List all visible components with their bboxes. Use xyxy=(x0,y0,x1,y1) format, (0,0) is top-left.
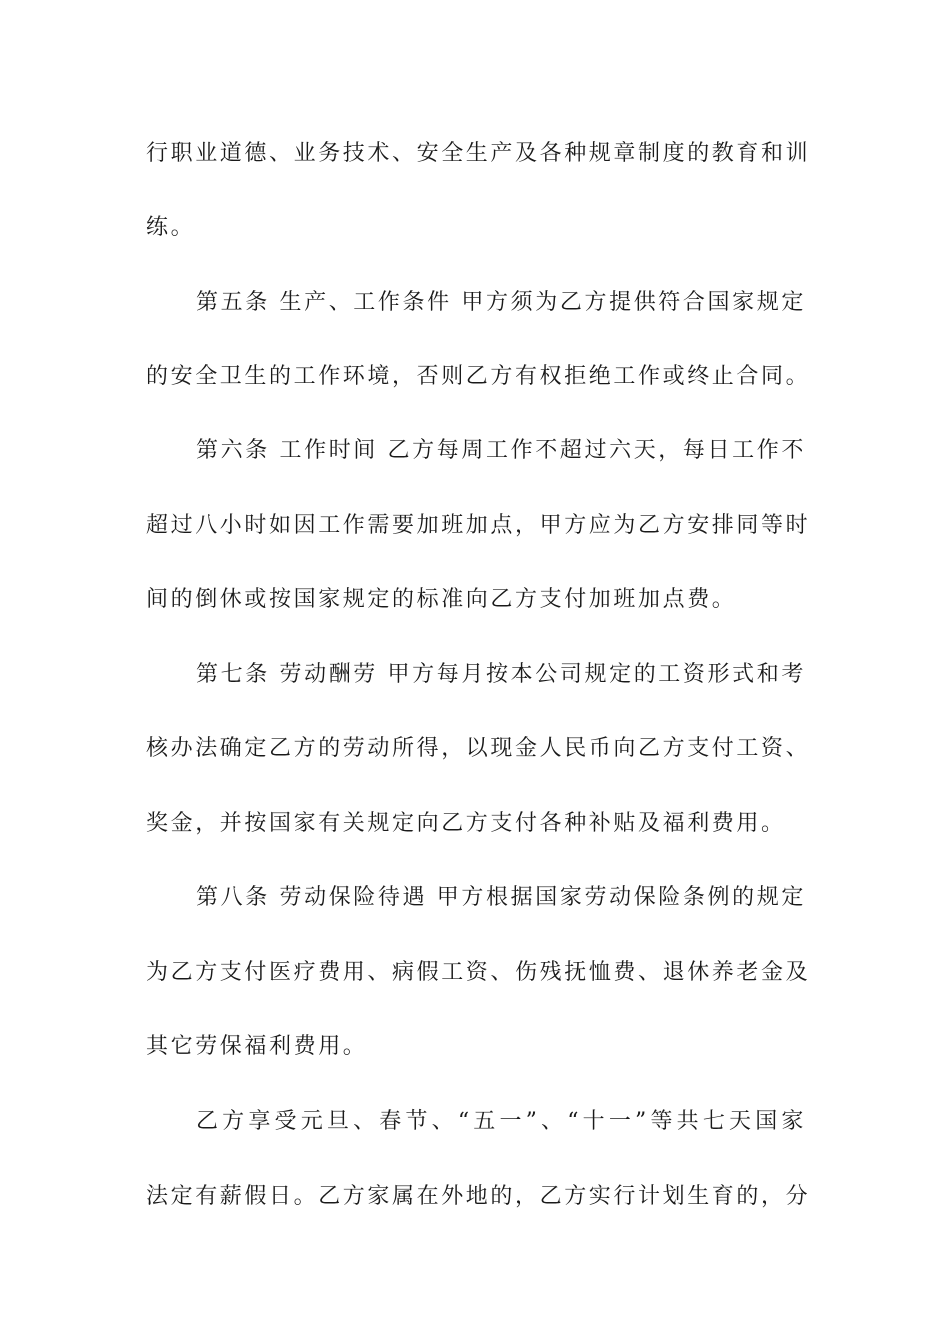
text-line: 的安全卫生的工作环境，否则乙方有权拒绝工作或终止合同。 xyxy=(146,364,811,389)
text-line: 第八条 劳动保险待遇 甲方根据国家劳动保险条例的规定 xyxy=(196,885,806,910)
text-line: 第五条 生产、工作条件 甲方须为乙方提供符合国家规定 xyxy=(196,290,806,315)
text-line: 其它劳保福利费用。 xyxy=(146,1034,368,1059)
text-line: 行职业道德、业务技术、安全生产及各种规章制度的教育和训 xyxy=(146,141,811,166)
text-line: 第七条 劳动酬劳 甲方每月按本公司规定的工资形式和考 xyxy=(196,662,806,687)
text-line: 奖金，并按国家有关规定向乙方支付各种补贴及福利费用。 xyxy=(146,811,786,836)
text-line: 间的倒休或按国家规定的标准向乙方支付加班加点费。 xyxy=(146,587,737,612)
text-line: 法定有薪假日。乙方家属在外地的，乙方实行计划生育的，分 xyxy=(146,1184,811,1209)
text-line: 练。 xyxy=(146,215,196,240)
text-line: 超过八小时如因工作需要加班加点，甲方应为乙方安排同等时 xyxy=(146,513,811,538)
text-line: 第六条 工作时间 乙方每周工作不超过六天，每日工作不 xyxy=(196,438,806,463)
text-line: 核办法确定乙方的劳动所得，以现金人民币向乙方支付工资、 xyxy=(146,736,811,761)
text-line: 为乙方支付医疗费用、病假工资、伤残抚恤费、退休养老金及 xyxy=(146,960,811,985)
text-line: 乙方享受元旦、春节、“五一”、“十一”等共七天国家 xyxy=(196,1109,806,1134)
